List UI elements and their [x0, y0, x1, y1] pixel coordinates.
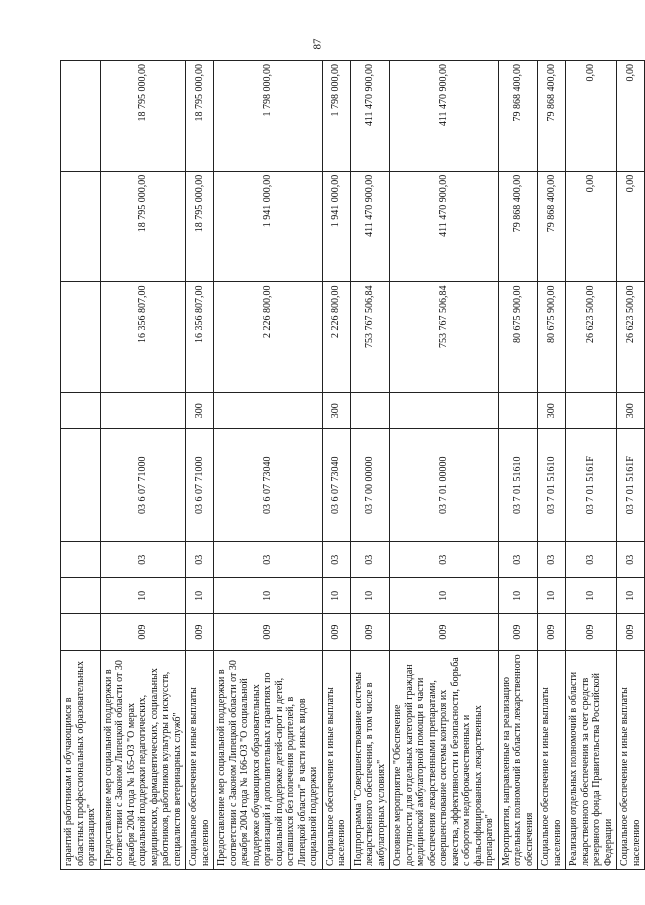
table-row	[566, 61, 617, 870]
rz-cell: 10	[186, 578, 214, 614]
name-cell: Мероприятия, направленные на реализацию отдельных полномочий в области лекарственного обеспечения	[498, 650, 538, 869]
rz-cell: 10	[214, 578, 323, 614]
budget-table	[60, 60, 645, 870]
rz-cell: 10	[350, 578, 390, 614]
amount-2021-cell: 1 941 000,00	[322, 171, 350, 282]
table-row	[350, 61, 390, 870]
ved-cell: 009	[186, 614, 214, 650]
csr-cell: 03 7 01 5161F	[566, 429, 617, 542]
pr-cell: 03	[498, 542, 538, 578]
amount-2020-cell: 26 623 500,00	[566, 282, 617, 393]
name-cell: Подпрограмма "Совершенствование системы лекарственного обеспечения, в том числе в амбулаторных условиях"	[350, 650, 390, 869]
rz-cell: 10	[566, 578, 617, 614]
table-row	[186, 61, 214, 870]
amount-2022-cell: 18 795 000,00	[186, 61, 214, 172]
amount-2021-cell: 411 470 900,00	[390, 171, 499, 282]
amount-2020-cell: 2 226 800,00	[214, 282, 323, 393]
amount-2022-cell: 0,00	[566, 61, 617, 172]
csr-cell: 03 7 00 00000	[350, 429, 390, 542]
pr-cell: 03	[566, 542, 617, 578]
table-rotator	[60, 60, 642, 870]
ved-cell: 009	[100, 614, 186, 650]
vr-cell	[390, 393, 499, 429]
amount-2021-cell: 18 795 000,00	[100, 171, 186, 282]
csr-cell: 03 6 07 71000	[186, 429, 214, 542]
table-row	[100, 61, 186, 870]
pr-cell: 03	[322, 542, 350, 578]
ved-cell: 009	[538, 614, 566, 650]
amount-2020-cell: 2 226 800,00	[322, 282, 350, 393]
ved-cell: 009	[617, 614, 645, 650]
csr-cell: 03 7 01 51610	[498, 429, 538, 542]
amount-2020-cell: 753 767 506,84	[350, 282, 390, 393]
table-row	[617, 61, 645, 870]
csr-cell: 03 6 07 73040	[322, 429, 350, 542]
amount-2020-cell: 16 356 807,00	[186, 282, 214, 393]
name-cell: Социальное обеспечение и иные выплаты населению	[322, 650, 350, 869]
table-row	[538, 61, 566, 870]
rz-cell: 10	[390, 578, 499, 614]
amount-2020-cell: 80 675 900,00	[538, 282, 566, 393]
amount-2020-cell: 16 356 807,00	[100, 282, 186, 393]
amount-2022-cell: 0,00	[617, 61, 645, 172]
vr-cell: 300	[322, 393, 350, 429]
vr-cell: 300	[538, 393, 566, 429]
amount-2022-cell: 1 798 000,00	[322, 61, 350, 172]
csr-cell	[61, 429, 101, 542]
vr-cell	[498, 393, 538, 429]
rz-cell	[61, 578, 101, 614]
pr-cell: 03	[350, 542, 390, 578]
table-row	[322, 61, 350, 870]
amount-2022-cell: 18 795 000,00	[100, 61, 186, 172]
pr-cell: 03	[214, 542, 323, 578]
vr-cell	[566, 393, 617, 429]
pr-cell: 03	[617, 542, 645, 578]
rz-cell: 10	[322, 578, 350, 614]
pr-cell: 03	[100, 542, 186, 578]
ved-cell: 009	[350, 614, 390, 650]
name-cell: гарантий работникам и обучающимся в областных профессиональных образовательных организациях"	[61, 650, 101, 869]
pr-cell: 03	[538, 542, 566, 578]
vr-cell	[350, 393, 390, 429]
amount-2021-cell: 18 795 000,00	[186, 171, 214, 282]
amount-2021-cell: 79 868 400,00	[538, 171, 566, 282]
name-cell: Социальное обеспечение и иные выплаты населению	[186, 650, 214, 869]
vr-cell: 300	[617, 393, 645, 429]
name-cell: Предоставление мер социальной поддержки в соответствии с Законом Липецкой области от 30 декабря 2004 года № 166-ОЗ "О социальной поддержке обучающихся образовательных организаций и дополнительных гарантиях по социальной поддержке детей-сирот и детей, оставшихся без попечения родителей, в Липецкой области" в части иных видов социальной поддержки	[214, 650, 323, 869]
amount-2022-cell: 79 868 400,00	[498, 61, 538, 172]
rz-cell: 10	[100, 578, 186, 614]
amount-2022-cell: 411 470 900,00	[390, 61, 499, 172]
pr-cell: 03	[186, 542, 214, 578]
amount-2022-cell: 79 868 400,00	[538, 61, 566, 172]
amount-2022-cell: 1 798 000,00	[214, 61, 323, 172]
ved-cell	[61, 614, 101, 650]
amount-2021-cell	[61, 171, 101, 282]
csr-cell: 03 6 07 71000	[100, 429, 186, 542]
name-cell: Реализация отдельных полномочий в области лекарственного обеспечения за счет средств резервного фонда Правительства Российской Федерации	[566, 650, 617, 869]
pr-cell: 03	[390, 542, 499, 578]
amount-2021-cell: 79 868 400,00	[498, 171, 538, 282]
amount-2020-cell: 80 675 900,00	[498, 282, 538, 393]
csr-cell: 03 7 01 5161F	[617, 429, 645, 542]
vr-cell	[61, 393, 101, 429]
table-row	[214, 61, 323, 870]
amount-2020-cell: 26 623 500,00	[617, 282, 645, 393]
ved-cell: 009	[498, 614, 538, 650]
table-row	[498, 61, 538, 870]
csr-cell: 03 7 01 51610	[538, 429, 566, 542]
rz-cell: 10	[498, 578, 538, 614]
page-number: 87	[311, 38, 324, 50]
name-cell: Основное мероприятие "Обеспечение доступности для отдельных категорий граждан медицинской амбулаторной помощи в части обеспечения лекарственными препаратами, совершенствование системы контроля их качества, эффективности и безопасности, борьба с оборотом недоброкачественных и фальсифицированных лекарственных препаратов"	[390, 650, 499, 869]
name-cell: Предоставление мер социальной поддержки в соответствии с Законом Липецкой области от 30 декабря 2004 года № 165-ОЗ "О мерах социальной поддержки педагогических, медицинских, фармацевтических, социальных работников, работников культуры и искусств, специалистов ветеринарных служб"	[100, 650, 186, 869]
amount-2021-cell: 0,00	[566, 171, 617, 282]
amount-2020-cell: 753 767 506,84	[390, 282, 499, 393]
amount-2021-cell: 0,00	[617, 171, 645, 282]
name-cell: Социальное обеспечение и иные выплаты населению	[617, 650, 645, 869]
csr-cell: 03 7 01 00000	[390, 429, 499, 542]
rz-cell: 10	[538, 578, 566, 614]
vr-cell	[214, 393, 323, 429]
amount-2022-cell: 411 470 900,00	[350, 61, 390, 172]
rotated-table-area	[60, 60, 642, 870]
ved-cell: 009	[390, 614, 499, 650]
table-row	[390, 61, 499, 870]
csr-cell: 03 6 07 73040	[214, 429, 323, 542]
vr-cell	[100, 393, 186, 429]
amount-2022-cell	[61, 61, 101, 172]
amount-2021-cell: 1 941 000,00	[214, 171, 323, 282]
vr-cell: 300	[186, 393, 214, 429]
ved-cell: 009	[214, 614, 323, 650]
ved-cell: 009	[566, 614, 617, 650]
amount-2021-cell: 411 470 900,00	[350, 171, 390, 282]
rz-cell: 10	[617, 578, 645, 614]
table-row	[61, 61, 101, 870]
ved-cell: 009	[322, 614, 350, 650]
pr-cell	[61, 542, 101, 578]
table-body	[61, 61, 645, 870]
name-cell: Социальное обеспечение и иные выплаты населению	[538, 650, 566, 869]
amount-2020-cell	[61, 282, 101, 393]
